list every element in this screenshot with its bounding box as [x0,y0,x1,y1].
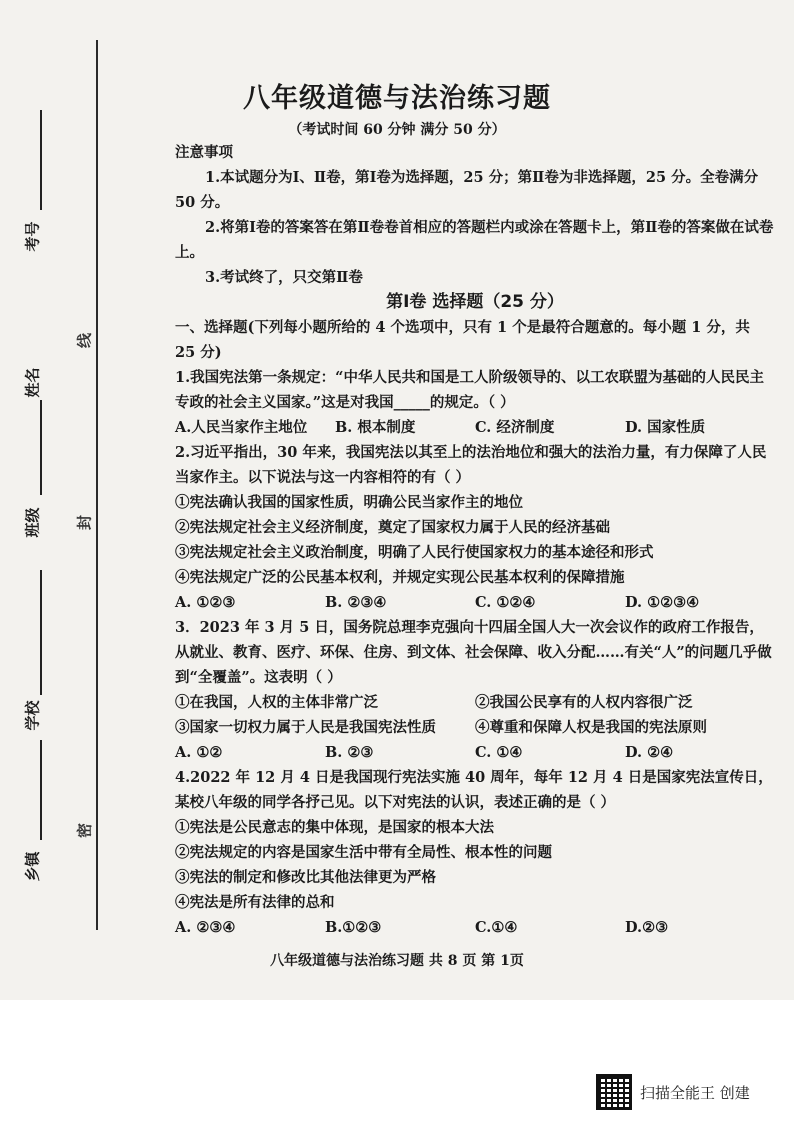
question-2 [175,440,775,615]
option-b: B.①②③ [325,919,382,936]
seal-char-feng: 封 [75,515,94,531]
question-stem: 4.2022 年 12 月 4 日是我国现行宪法实施 40 周年，每年 12 月 4 日是国家宪法宣传日，某校八年级的同学各抒己见。以下对宪法的认识，表述正确的是（ ） [175,769,773,811]
option-d: D.②③ [625,919,669,936]
qr-code-icon [596,1074,632,1110]
option-c: C.①④ [475,919,518,936]
option-c: C. ①④ [475,744,523,761]
question-1 [175,365,775,440]
statement-item: ①宪法是公民意志的集中体现，是国家的根本大法 [175,819,494,836]
options-row [175,590,775,615]
seal-char-xian: 线 [75,333,94,349]
section-instruction: 一、选择题(下列每小题所给的 4 个选项中，只有 1 个是最符合题意的。每小题 1 分，共 25 分) [175,319,750,361]
option-b: B. ②③④ [325,594,387,611]
option-a: A.人民当家作主地位 [175,419,308,436]
options-row [175,740,775,765]
statement-item: ④宪法是所有法律的总和 [175,894,335,911]
statement-item: ①宪法确认我国的国家性质，明确公民当家作主的地位 [175,494,523,511]
statement-item: ②宪法规定的内容是国家生活中带有全局性、根本性的问题 [175,844,552,861]
binding-divider [96,40,98,930]
exam-number-label: 考号 [23,221,42,252]
options-row [175,915,775,940]
option-a: A. ①② [175,744,223,761]
statement-item: ③宪法的制定和修改比其他法律更为严格 [175,869,436,886]
statement-item: ②我国公民享有的人权内容很广泛 [475,694,693,711]
option-d: D. 国家性质 [625,419,706,436]
question-stem: 2.习近平指出，30 年来，我国宪法以其至上的法治地位和强大的法治力量，有力保障了人民当家作主。以下说法与这一内容相符的有（ ） [175,444,767,486]
option-a: A. ②③④ [175,919,236,936]
option-a: A. ①②③ [175,594,236,611]
note-item: 2.将第Ⅰ卷的答案答在第Ⅱ卷卷首相应的答题栏内或涂在答题卡上，第Ⅱ卷的答案做在试卷上。 [175,219,774,261]
class-line [40,570,42,695]
statement-item: ③国家一切权力属于人民是我国宪法性质 [175,719,436,736]
seal-char-mi: 密 [75,823,94,839]
town-label: 乡镇 [23,851,42,882]
school-label: 学校 [23,700,42,731]
option-c: C. ①②④ [475,594,536,611]
question-stem: 3．2023 年 3 月 5 日，国务院总理李克强向十四届全国人大一次会议作的政府工作报告，从就业、教育、医疗、环保、住房、到文体、社会保障、收入分配……有关“人”的问题几乎做到“全覆盖”。这表明（ ） [175,619,772,686]
section-title: 第Ⅰ卷 选择题（25 分） [386,292,564,312]
notes-heading: 注意事项 [175,144,233,161]
class-label: 班级 [23,507,42,538]
name-label: 姓名 [23,367,42,398]
statement-row [175,690,775,715]
statement-item: ②宪法规定社会主义经济制度，奠定了国家权力属于人民的经济基础 [175,519,610,536]
school-line [40,740,42,840]
note-item: 1.本试题分为Ⅰ、Ⅱ卷，第Ⅰ卷为选择题，25 分；第Ⅱ卷为非选择题，25 分。全卷满分 50 分。 [175,169,759,211]
statement-row [175,715,775,740]
option-c: C. 经济制度 [475,419,555,436]
statement-item: ③宪法规定社会主义政治制度，明确了人民行使国家权力的基本途径和形式 [175,544,654,561]
exam-content [175,140,775,940]
question-stem: 1.我国宪法第一条规定：“中华人民共和国是工人阶级领导的、以工农联盟为基础的人民民主专政的社会主义国家。”这是对我国_____的规定。（ ） [175,369,764,411]
statement-item: ①在我国，人权的主体非常广泛 [175,694,378,711]
statement-item: ④宪法规定广泛的公民基本权利，并规定实现公民基本权利的保障措施 [175,569,625,586]
name-line [40,400,42,495]
option-b: B. ②③ [325,744,374,761]
exam-info: （考试时间 60 分钟 满分 50 分） [288,122,506,138]
question-4 [175,765,775,940]
page-footer: 八年级道德与法治练习题 共 8 页 第 1页 [270,953,524,969]
statement-item: ④尊重和保障人权是我国的宪法原则 [475,719,707,736]
scanner-watermark [596,1074,750,1110]
watermark-text: 扫描全能王 创建 [640,1083,750,1102]
question-3 [175,615,775,765]
option-d: D. ①②③④ [625,594,700,611]
options-row [175,415,775,440]
page-title: 八年级道德与法治练习题 [243,83,551,114]
note-item: 3.考试终了，只交第Ⅱ卷 [205,269,363,286]
option-b: B. 根本制度 [335,419,416,436]
option-d: D. ②④ [625,744,674,761]
